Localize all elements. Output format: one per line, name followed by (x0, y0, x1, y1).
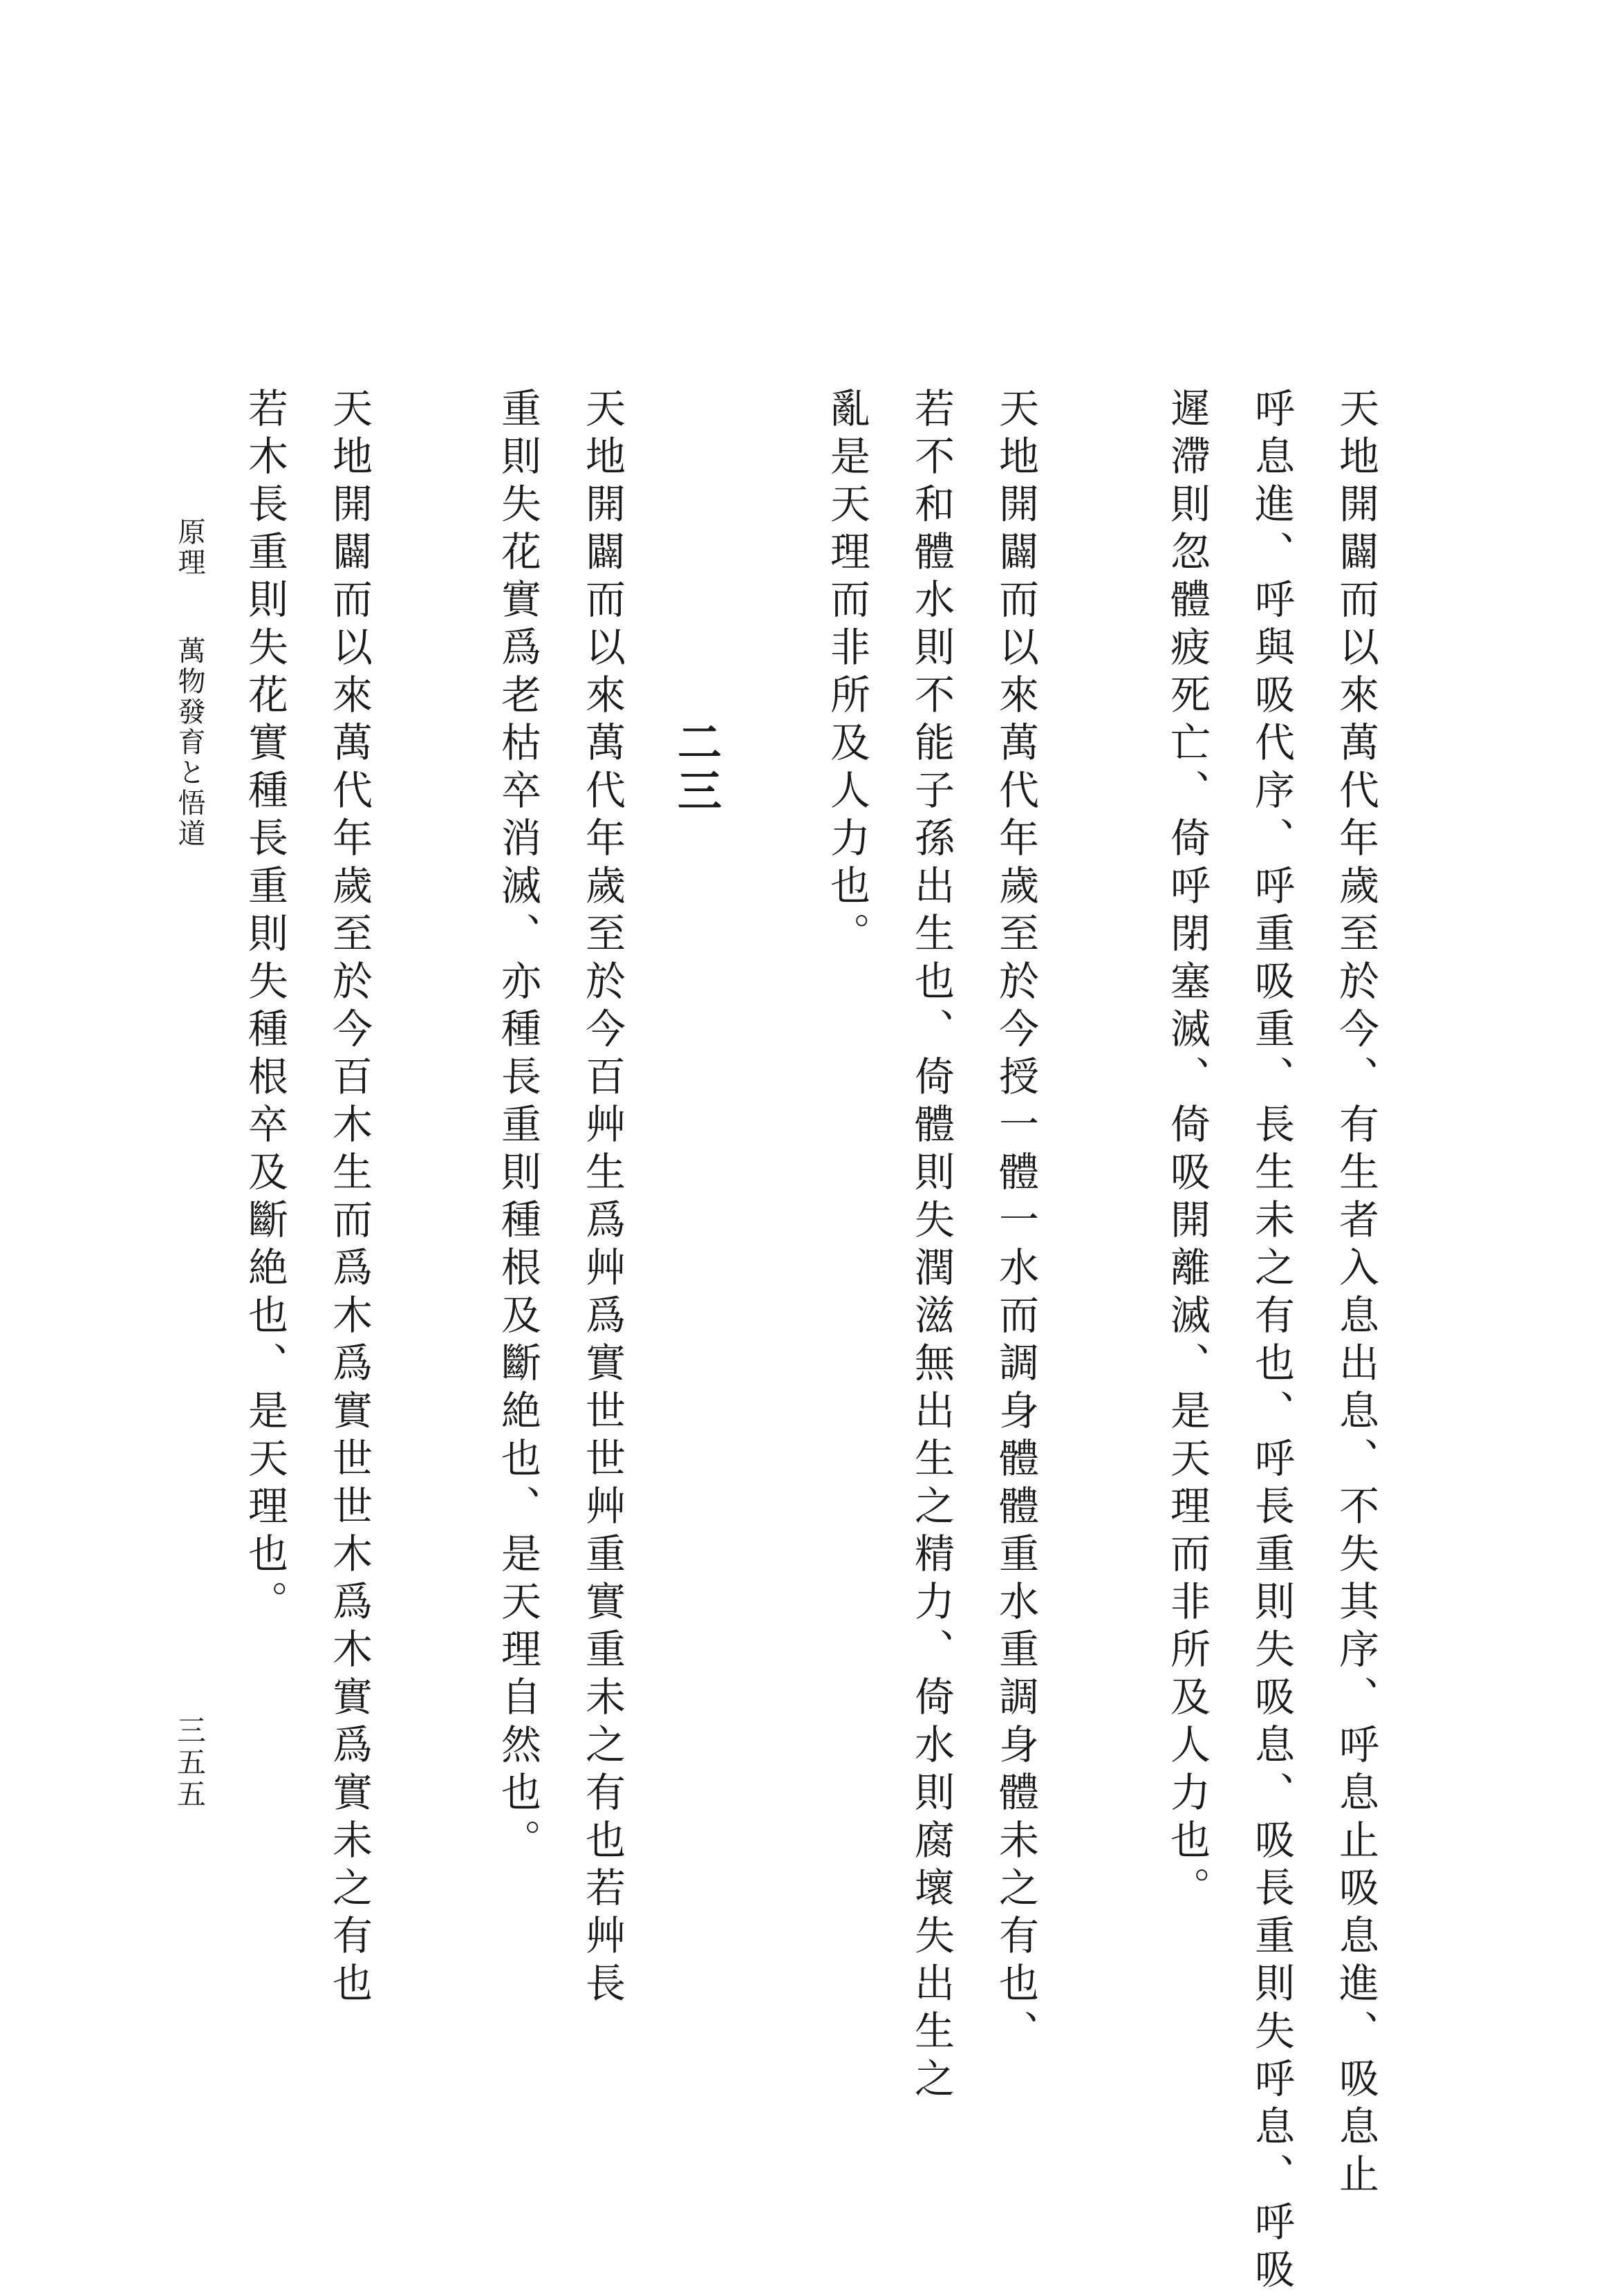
section-number: 二三 (670, 719, 722, 816)
running-chapter: 原理 (174, 517, 205, 578)
text-line-4-1: 天地開闢而以來萬代年歲至於今百木生而爲木爲實世世木爲木實爲實未之有也 (326, 387, 373, 2010)
text-line-2-3: 亂是天理而非所及人力也。 (823, 387, 870, 960)
text-line-1-2: 呼息進、呼與吸代序、呼重吸重、長生未之有也、呼長重則失吸息、吸長重則失呼息、呼吸 (1248, 387, 1295, 2296)
text-line-2-2: 若不和體水則不能子孫出生也、倚體則失潤滋無出生之精力、倚水則腐壞失出生之 (908, 387, 955, 2105)
text-line-1-3: 遲滯則忽體疲死亡、倚呼閉塞滅、倚吸開離滅、是天理而非所及人力也。 (1164, 387, 1211, 1914)
page-number: 三五五 (173, 1715, 207, 1811)
text-line-3-2: 重則失花實爲老枯卒消滅、亦種長重則種根及斷絶也、是天理自然也。 (494, 387, 541, 1867)
text-line-4-2: 若木長重則失花實種長重則失種根卒及斷絶也、是天理也。 (241, 387, 288, 1628)
running-title: 萬物發育と悟道 (174, 636, 205, 849)
text-line-3-1: 天地開闢而以來萬代年歲至於今百艸生爲艸爲實世世艸重實重未之有也若艸長 (579, 387, 626, 2010)
text-line-2-1: 天地開闢而以來萬代年歲至於今授一體一水而調身體體重水重調身體未之有也、 (992, 387, 1039, 2057)
text-line-1-1: 天地開闢而以來萬代年歲至於今、有生者入息出息、不失其序、呼息止吸息進、吸息止 (1332, 387, 1379, 2201)
